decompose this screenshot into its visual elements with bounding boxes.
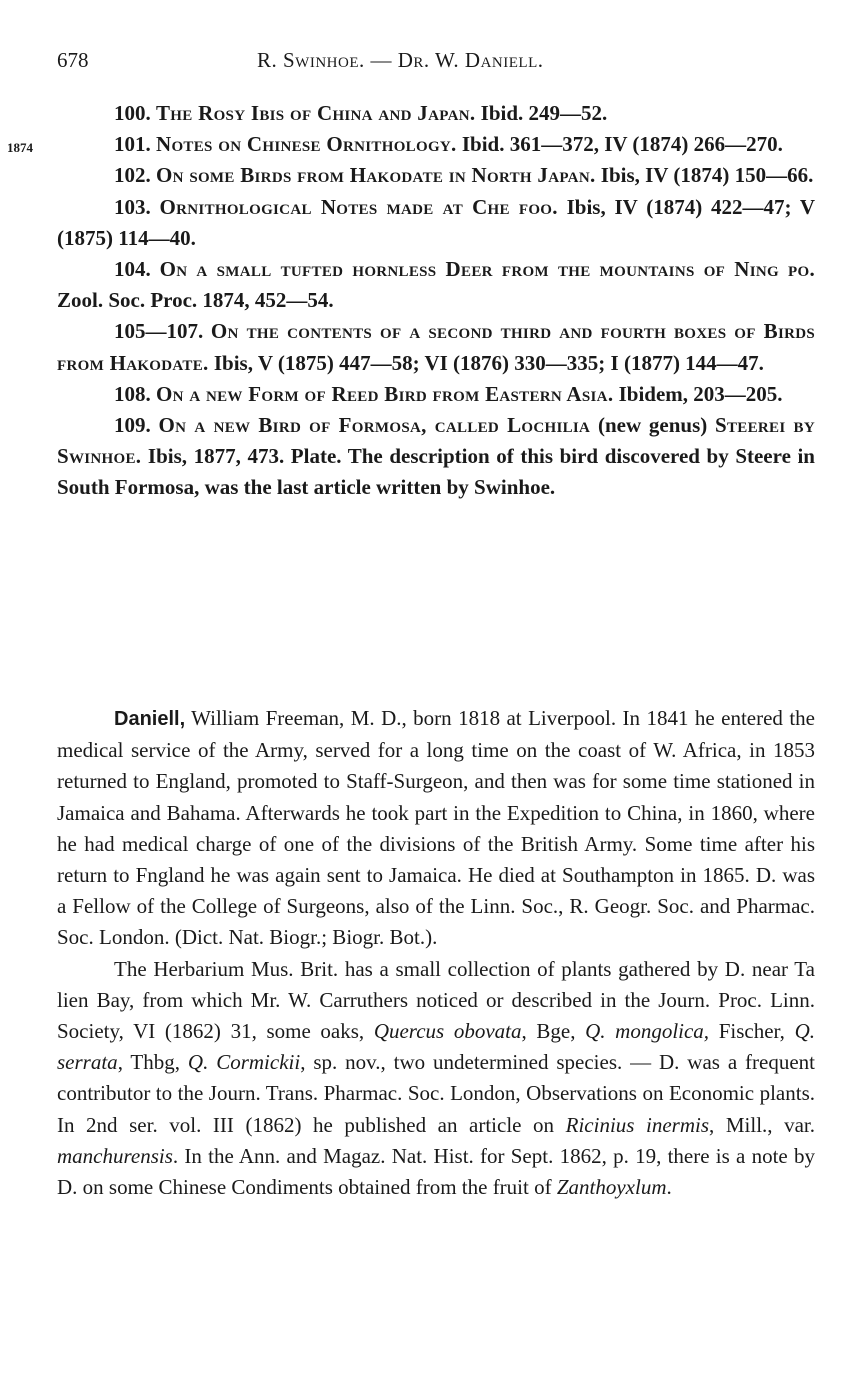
entry-103: 103. Ornithological Notes made at Che foo. Ibis, IV (1874) 422—47; V (1875) 114—40. — [57, 194, 816, 250]
bio-paragraph-2: The Herbarium Mus. Brit. has a small collection of plants gathered by D. near Ta lien Bay, from which Mr. W. Carruthers noticed or described in the Journ. Proc. Linn. Society, VI (1862) 31, some oaks, Quercus obovata, Bge, Q. mongolica, Fischer, Q. serrata, Thbg, Q. Cormickii, sp. nov., two undetermined species. — D. was a frequent contributor to the Journ. Trans. Pharmac. Soc. London, Observations on Economic plants. In 2nd ser. vol. III (1862) he published an article on Ricinius inermis, Mill., var. manchurensis. In the Ann. and Magaz. Nat. Hist. for Sept. 1862, p. 19, there is a note by D. on some Chinese Condiments obtained from the fruit of Zanthoyxlum. — [57, 956, 816, 1200]
page-number: 678 — [57, 48, 89, 72]
entry-105-107: 105—107. On the contents of a second third and fourth boxes of Birds from Hakodate. Ibis, V (1875) 447—58; VI (1876) 330—335; I (1877) 144—47. — [57, 319, 815, 375]
biography-section — [57, 703, 815, 1203]
entry-104: 104. On a small tufted hornless Deer from the mountains of Ning po. Zool. Soc. Proc. 1874, 452—54. — [57, 257, 816, 313]
margin-note: 1874 — [7, 140, 33, 155]
entry-102: 102. On some Birds from Hakodate in North Japan. Ibis, IV (1874) 150—66. — [114, 163, 814, 188]
running-header — [57, 48, 817, 78]
bio-name: Daniell, — [114, 708, 186, 730]
entry-109: 109. On a new Bird of Formosa, called Lochilia (new genus) Steerei by Swinhoe. Ibis, 1877, 473. Plate. The description of this bird discovered by Steere in South Formosa, was the last article written by Swinhoe. — [57, 413, 815, 500]
entry-108: 108. On a new Form of Reed Bird from Eastern Asia. Ibidem, 203—205. — [114, 381, 783, 406]
entry-101: 101. Notes on Chinese Ornithology. Ibid. 361—372, IV (1874) 266—270. — [114, 132, 783, 157]
running-title: R. Swinhoe. — Dr. W. Daniell. — [257, 48, 544, 72]
entry-100: 100. The Rosy Ibis of China and Japan. Ibid. 249—52. — [114, 101, 608, 125]
bio-paragraph-1: Daniell, William Freeman, M. D., born 1818 at Liverpool. In 1841 he entered the medical service of the Army, served for a long time on the coast of W. Africa, in 1853 returned to England, promoted to Staff-Surgeon, and then was for some time stationed in Jamaica and Bahama. Afterwards he took part in the Expedition to China, in 1860, where he had medical charge of one of the divisions of the British Army. Some time after his return to Fngland he was again sent to Jamaica. He died at Southampton in 1865. D. was a Fellow of the College of Surgeons, also of the Linn. Soc., R. Geogr. Soc. and Pharmac. Soc. London. (Dict. Nat. Biogr.; Biogr. Bot.). — [57, 706, 815, 950]
bibliography-entries — [57, 98, 815, 504]
